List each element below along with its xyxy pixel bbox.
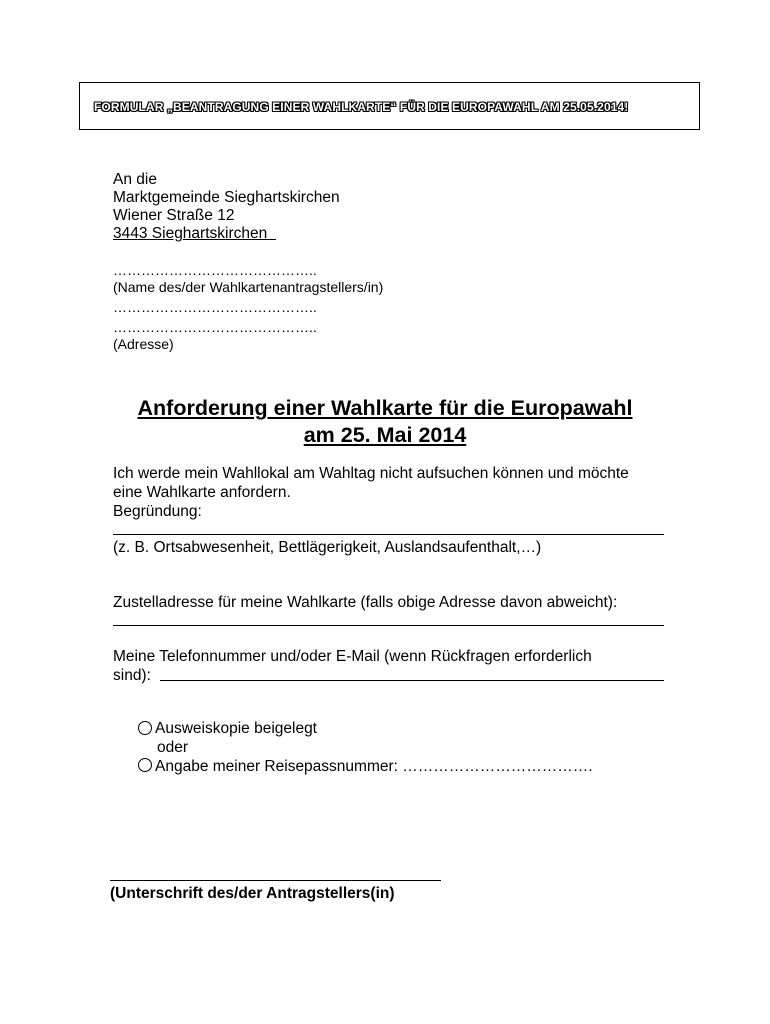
phone-label-line-1: Meine Telefonnummer und/oder E-Mail (wenn Rückfragen erforderlich — [113, 648, 592, 665]
phone-label-line-2: sind): — [113, 667, 151, 684]
applicant-name-dots[interactable]: …………………………………….. — [113, 262, 317, 278]
form-header-box — [79, 82, 700, 130]
applicant-address-dots-1[interactable]: …………………………………….. — [113, 299, 317, 315]
delivery-address-input-line[interactable] — [113, 625, 664, 626]
applicant-address-label: (Adresse) — [113, 336, 174, 352]
document-title-line-2: am 25. Mai 2014 — [303, 423, 467, 447]
applicant-address-dots-2[interactable]: …………………………………….. — [113, 319, 317, 335]
recipient-line-2: Marktgemeinde Sieghartskirchen — [113, 189, 340, 206]
option-or-label: oder — [157, 739, 189, 756]
option-id-copy-radio[interactable] — [138, 721, 152, 735]
signature-line[interactable] — [110, 880, 441, 881]
reason-hint: (z. B. Ortsabwesenheit, Bettlägerigkeit, Auslandsaufenthalt,…) — [113, 539, 542, 556]
recipient-line-4: 3443 Sieghartskirchen — [113, 225, 268, 242]
intro-line-1: Ich werde mein Wahllokal am Wahltag nicht aufsuchen können und möchte — [113, 465, 629, 482]
applicant-name-label: (Name des/der Wahlkartenantragstellers/in) — [113, 279, 384, 295]
phone-input-line[interactable] — [160, 680, 664, 681]
signature-label: (Unterschrift des/der Antragstellers(in) — [110, 885, 395, 902]
option-passport-radio[interactable] — [138, 758, 152, 772]
option-id-copy-label: Ausweiskopie beigelegt — [155, 720, 317, 737]
form-header-title: FORMULAR „BEANTRAGUNG EINER WAHLKARTE“ FÜR DIE EUROPAWAHL AM 25.05.2014! — [94, 100, 629, 114]
intro-line-2: eine Wahlkarte anfordern. — [113, 484, 291, 501]
recipient-line-1: An die — [113, 171, 157, 188]
reason-input-line[interactable] — [113, 534, 664, 535]
reason-label: Begründung: — [113, 503, 202, 520]
delivery-address-label: Zustelladresse für meine Wahlkarte (falls obige Adresse davon abweicht): — [113, 594, 618, 611]
passport-number-dots[interactable]: ………………………………. — [402, 758, 593, 775]
recipient-line-3: Wiener Straße 12 — [113, 207, 235, 224]
document-title-line-1: Anforderung einer Wahlkarte für die Europawahl — [137, 396, 633, 420]
option-passport-label: Angabe meiner Reisepassnummer: ………………………………. — [155, 758, 593, 775]
